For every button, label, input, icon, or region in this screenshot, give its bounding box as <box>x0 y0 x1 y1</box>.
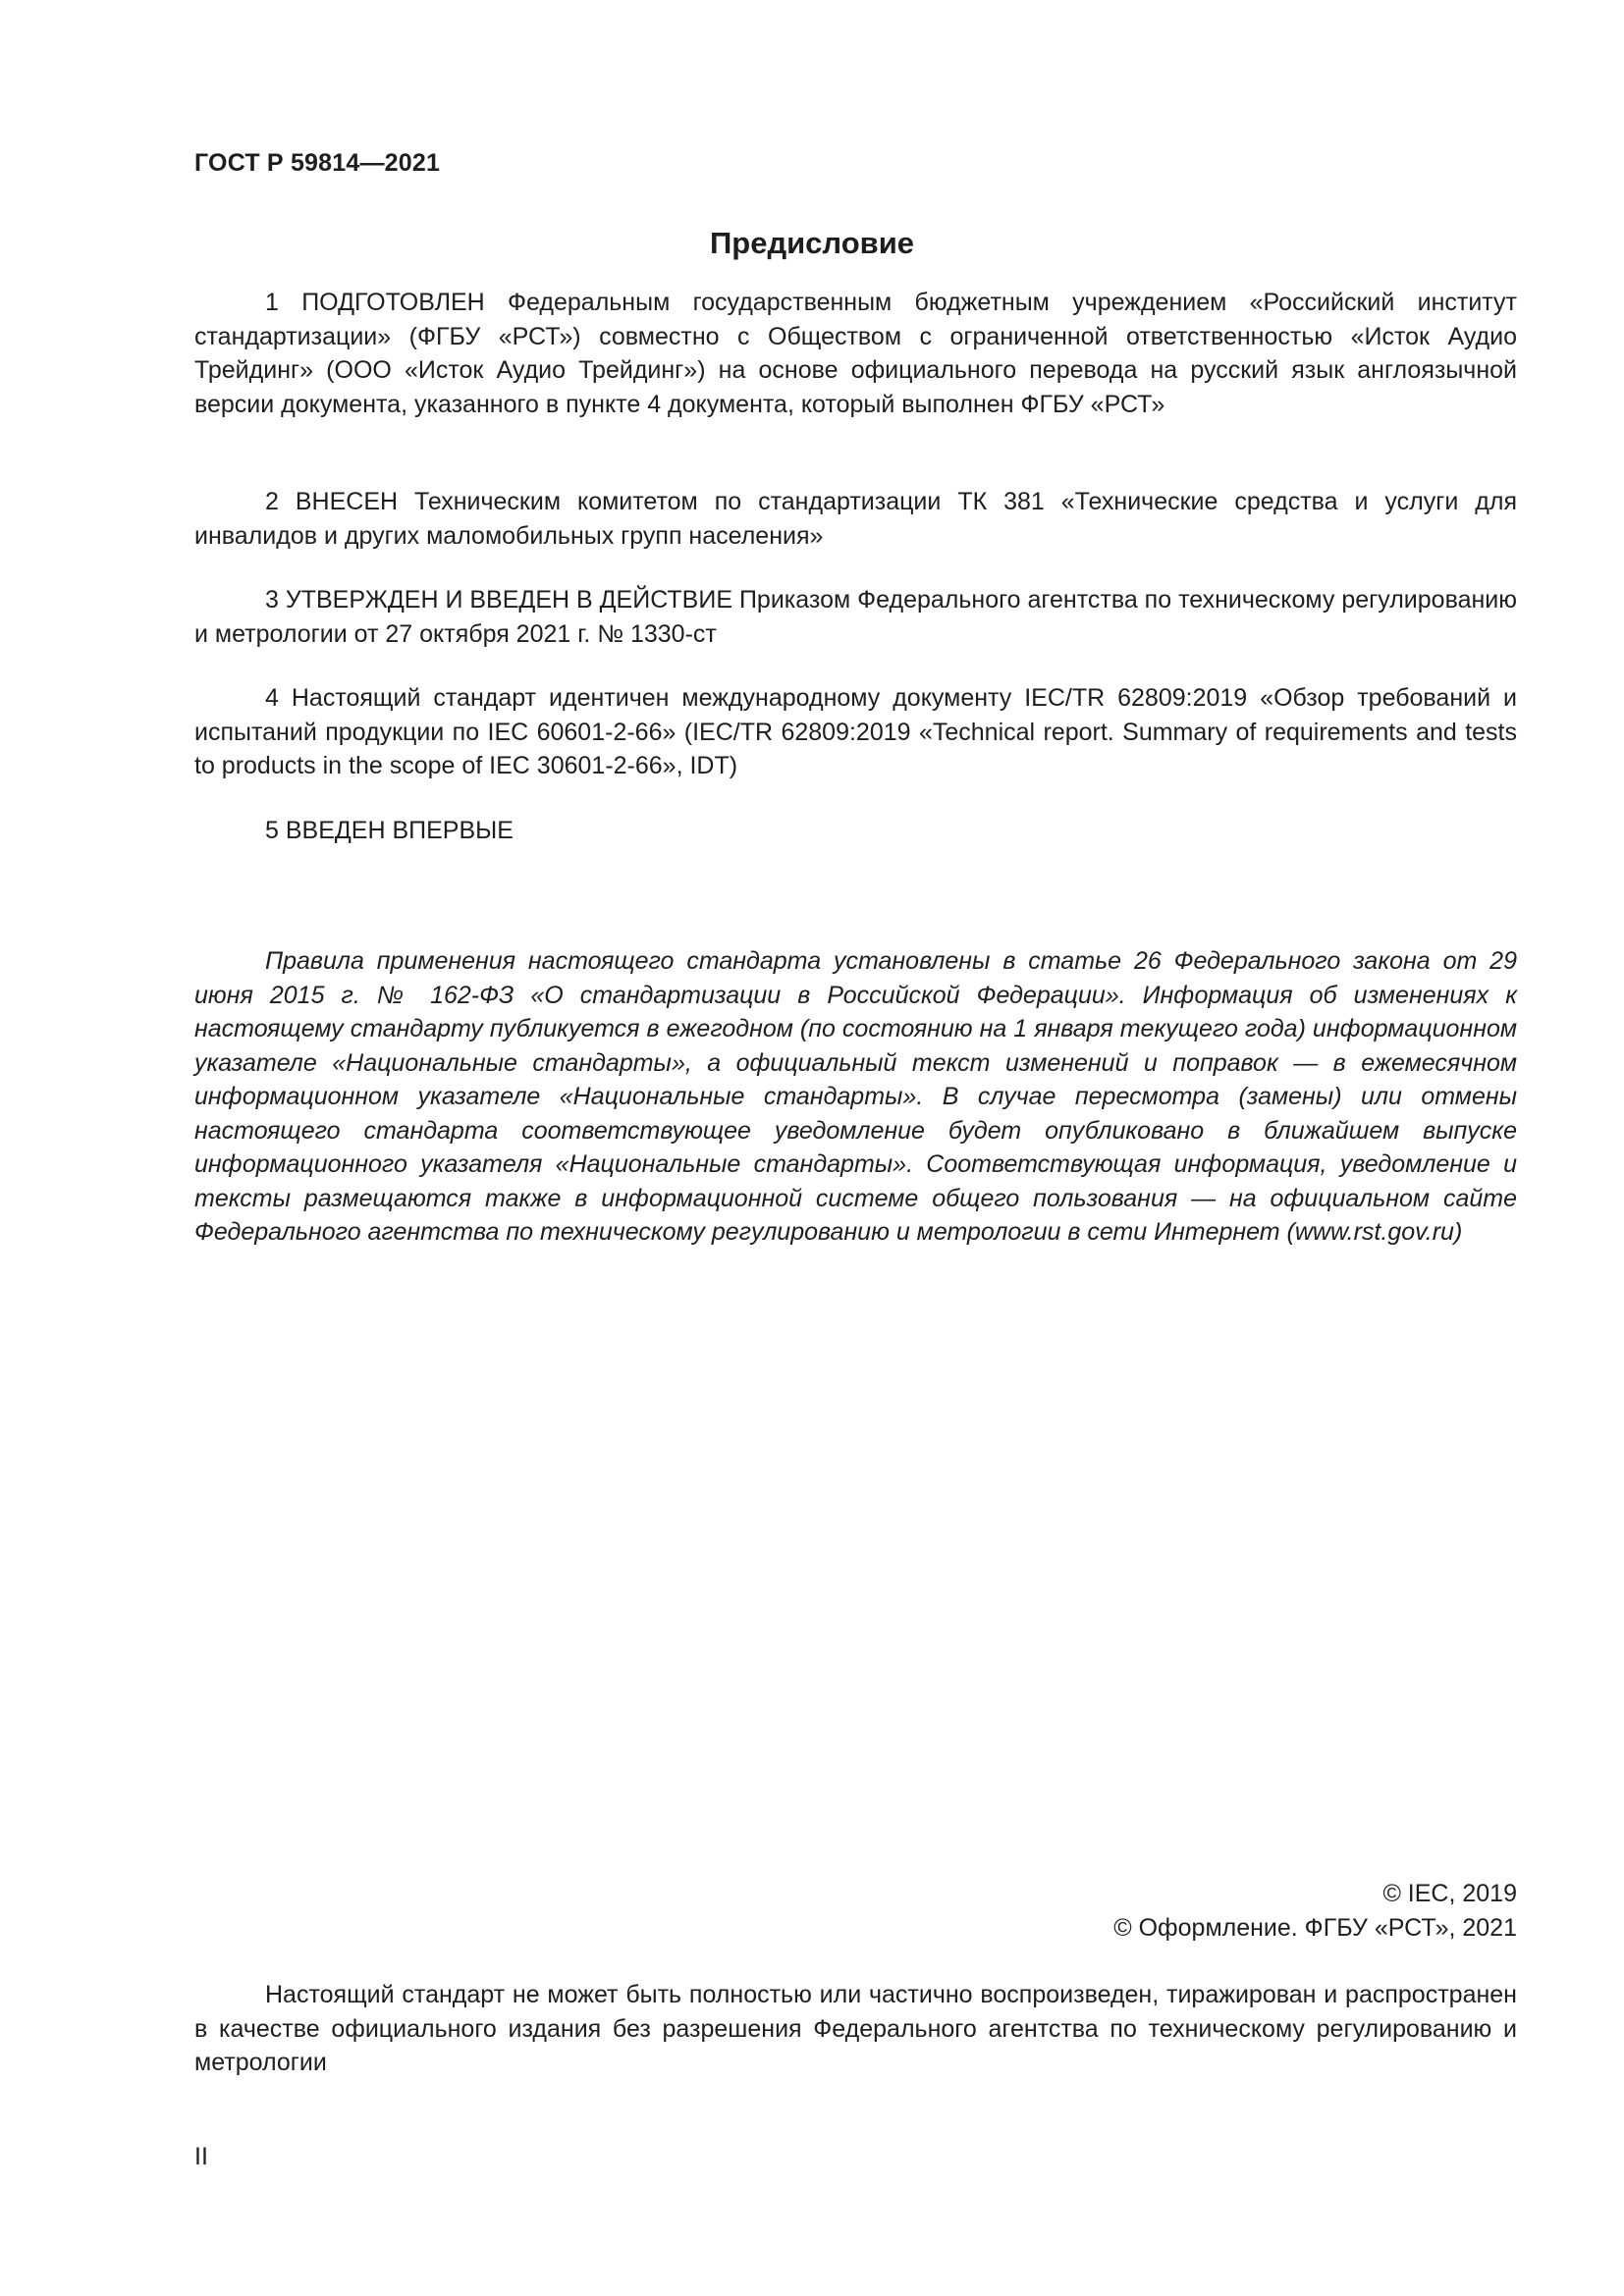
preface-item-text: 4 Настоящий стандарт идентичен международному документу IEC/TR 62809:2019 «Обзор требований и испытаний продукции по IEC 60601-2-66» (IEC/TR 62809:2019 «Technical report. Summary of requirements and tests to products in the scope of IEC 30601-2-66», IDT) <box>194 684 1517 779</box>
page-title: Предисловие <box>709 226 914 260</box>
preface-item-4 <box>194 681 1517 783</box>
reproduction-notice <box>194 1978 1517 2080</box>
preface-item-1 <box>194 286 1517 421</box>
preface-item-text: 3 УТВЕРЖДЕН И ВВЕДЕН В ДЕЙСТВИЕ Приказом Федерального агентства по техническому регулированию и метрологии от 27 октября 2021 г. № 1330-ст <box>194 586 1517 648</box>
preface-item-5 <box>194 814 1517 848</box>
copyright-block <box>1113 1877 1517 1945</box>
page-number: II <box>194 2143 208 2170</box>
reproduction-text: Настоящий стандарт не может быть полностью или частично воспроизведен, тиражирован и распространен в качестве официального издания без разрешения Федерального агентства по техническому регулированию и метрологии <box>194 1981 1517 2076</box>
preface-item-2 <box>194 485 1517 553</box>
preface-item-3 <box>194 583 1517 651</box>
preface-item-text: 2 ВНЕСЕН Техническим комитетом по стандартизации ТК 381 «Технические средства и услуги для инвалидов и других маломобильных групп населения» <box>194 488 1517 550</box>
application-rules-note <box>194 944 1517 1250</box>
copyright-design: © Оформление. ФГБУ «РСТ», 2021 <box>1113 1913 1517 1942</box>
document-id: ГОСТ Р 59814—2021 <box>194 149 441 177</box>
preface-item-text: 1 ПОДГОТОВЛЕН Федеральным государственным бюджетным учреждением «Российский институт стандартизации» (ФГБУ «РСТ») совместно с Обществом с ограниченной ответственностью «Исток Аудио Трейдинг» (ООО «Исток Аудио Трейдинг») на основе официального перевода на русский язык англоязычной версии документа, указанного в пункте 4 документа, который выполнен ФГБУ «РСТ» <box>194 289 1517 418</box>
preface-item-text: 5 ВВЕДЕН ВПЕРВЫЕ <box>265 817 514 844</box>
note-text: Правила применения настоящего стандарта установлены в статье 26 Федерального закона от 29 июня 2015 г. № 162-ФЗ «О стандартизации в Российской Федерации». Информация об изменениях к настоящему стандарту публикуется в ежегодном (по состоянию на 1 января текущего года) информационном указателе «Национальные стандарты», а официальный текст изменений и поправок — в ежемесячном информационном указателе «Национальные стандарты». В случае пересмотра (замены) или отмены настоящего стандарта соответствующее уведомление будет опубликовано в ближайшем выпуске информационного указателя «Национальные стандарты». Соответствующая информация, уведомление и тексты размещаются также в информационной системе общего пользования — на официальном сайте Федерального агентства по техническому регулированию и метрологии в сети Интернет (www.rst.gov.ru) <box>194 947 1517 1246</box>
copyright-iec: © IEC, 2019 <box>1382 1880 1517 1907</box>
